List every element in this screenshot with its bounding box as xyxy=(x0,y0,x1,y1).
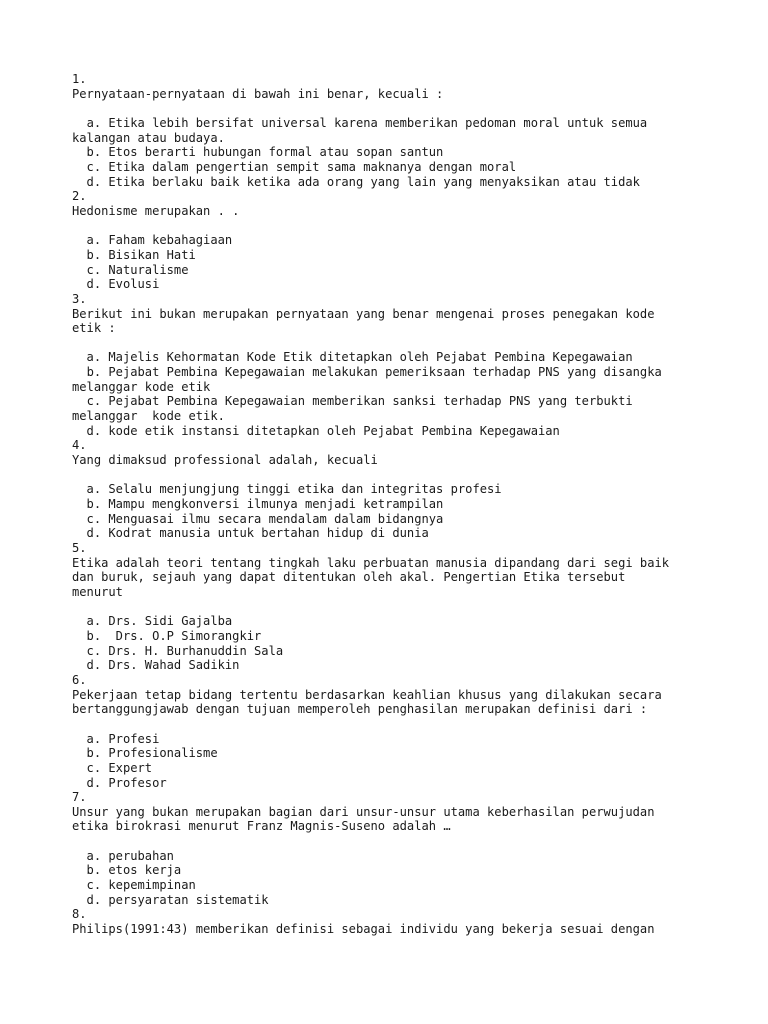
question-7 xyxy=(72,790,732,907)
option-c: c. Etika dalam pengertian sempit sama maknanya dengan moral xyxy=(72,159,517,174)
option-c: c. kepemimpinan xyxy=(72,878,196,893)
question-2 xyxy=(72,189,732,292)
question-1 xyxy=(72,72,732,189)
option-b: b. Drs. O.P Simorangkir xyxy=(72,628,262,643)
option-b: b. etos kerja xyxy=(72,863,182,878)
question-stem: Unsur yang bukan merupakan bagian dari unsur-unsur utama keberhasilan perwujudan etika birokrasi menurut Franz Magnis-Suseno adalah … xyxy=(72,804,655,834)
question-number: 8. xyxy=(72,907,87,922)
question-stem: Pekerjaan tetap bidang tertentu berdasarkan keahlian khusus yang dilakukan secara bertanggungjawab dengan tujuan memperoleh penghasilan merupakan definisi dari : xyxy=(72,687,662,717)
option-b: b. Profesionalisme xyxy=(72,746,218,761)
option-c: c. Expert xyxy=(72,760,153,775)
question-stem: Berikut ini bukan merupakan pernyataan yang benar mengenai proses penegakan kode etik : xyxy=(72,306,655,336)
question-stem: Pernyataan-pernyataan di bawah ini benar, kecuali : xyxy=(72,86,444,101)
question-number: 6. xyxy=(72,672,87,687)
option-d: d. persyaratan sistematik xyxy=(72,892,269,907)
option-a: a. Majelis Kehormatan Kode Etik ditetapkan oleh Pejabat Pembina Kepegawaian xyxy=(72,350,633,365)
option-d: d. Etika berlaku baik ketika ada orang yang lain yang menyaksikan atau tidak xyxy=(72,174,640,189)
option-a: a. perubahan xyxy=(72,848,174,863)
option-b: b. Etos berarti hubungan formal atau sopan santun xyxy=(72,145,444,160)
option-d: d. kode etik instansi ditetapkan oleh Pejabat Pembina Kepegawaian xyxy=(72,423,560,438)
question-3 xyxy=(72,292,732,439)
option-c: c. Naturalisme xyxy=(72,262,189,277)
option-b: b. Mampu mengkonversi ilmunya menjadi ketrampilan xyxy=(72,497,444,512)
question-stem: Etika adalah teori tentang tingkah laku perbuatan manusia dipandang dari segi baik dan buruk, sejauh yang dapat ditentukan oleh akal. Pengertian Etika tersebut menurut xyxy=(72,555,670,599)
question-number: 2. xyxy=(72,189,87,204)
document-body xyxy=(72,72,732,937)
blank-line xyxy=(72,101,732,116)
option-d: d. Profesor xyxy=(72,775,167,790)
option-d: d. Evolusi xyxy=(72,277,160,292)
question-5 xyxy=(72,541,732,673)
option-a: a. Faham kebahagiaan xyxy=(72,233,233,248)
blank-line xyxy=(72,717,732,732)
blank-line xyxy=(72,219,732,234)
question-stem: Yang dimaksud professional adalah, kecuali xyxy=(72,453,378,468)
question-8 xyxy=(72,907,732,936)
question-stem: Hedonisme merupakan . . xyxy=(72,203,240,218)
blank-line xyxy=(72,600,732,615)
option-b: b. Pejabat Pembina Kepegawaian melakukan pemeriksaan terhadap PNS yang disangka melanggar kode etik xyxy=(72,365,662,394)
question-6 xyxy=(72,673,732,790)
blank-line xyxy=(72,336,732,351)
question-4 xyxy=(72,438,732,541)
blank-line xyxy=(72,834,732,849)
question-number: 4. xyxy=(72,438,87,453)
option-d: d. Drs. Wahad Sadikin xyxy=(72,658,240,673)
question-stem: Philips(1991:43) memberikan definisi sebagai individu yang bekerja sesuai dengan xyxy=(72,922,655,937)
question-number: 7. xyxy=(72,790,87,805)
option-b: b. Bisikan Hati xyxy=(72,247,196,262)
blank-line xyxy=(72,468,732,483)
option-c: c. Menguasai ilmu secara mendalam dalam bidangnya xyxy=(72,511,444,526)
option-a: a. Etika lebih bersifat universal karena memberikan pedoman moral untuk semua kalangan atau budaya. xyxy=(72,115,648,145)
option-c: c. Pejabat Pembina Kepegawaian memberikan sanksi terhadap PNS yang terbukti melanggar kode etik. xyxy=(72,394,633,424)
option-a: a. Selalu menjungjung tinggi etika dan integritas profesi xyxy=(72,482,502,497)
option-a: a. Drs. Sidi Gajalba xyxy=(72,614,233,629)
option-a: a. Profesi xyxy=(72,731,160,746)
question-number: 5. xyxy=(72,541,87,555)
option-c: c. Drs. H. Burhanuddin Sala xyxy=(72,643,284,658)
option-d: d. Kodrat manusia untuk bertahan hidup di dunia xyxy=(72,526,429,541)
question-number: 1. xyxy=(72,72,87,86)
question-number: 3. xyxy=(72,291,87,306)
